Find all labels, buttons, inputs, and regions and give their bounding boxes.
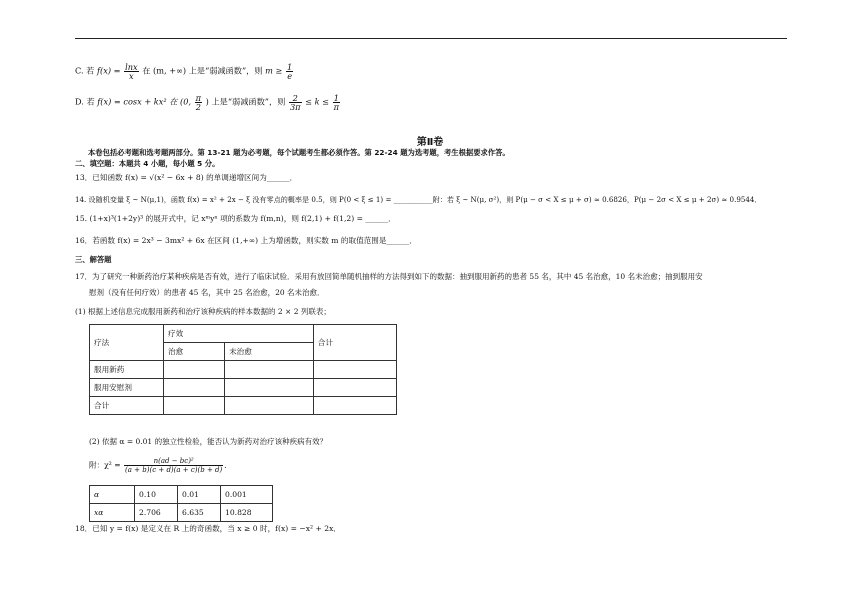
critical-value-table [89,485,273,522]
table-cell: 6.635 [178,504,221,522]
table-cell [225,361,314,379]
question-14: 14. 设随机变量 ξ ~ N(μ,1)，函数 f(x) = x² + 2x − ξ 没有零点的概率是 0.5，则 P(0 < ξ ≤ 1) = ___________附：若 ξ ~ N(μ, σ²)，则 P(μ − σ < X ≤ μ + σ) ≈ 0.6826，P(μ − 2σ < X ≤ μ + 2σ) ≈ 0.9544． [75,195,762,204]
row-label: 服用安慰剂 [90,379,164,397]
option-d-upper-fraction [333,94,340,111]
table-row [90,397,397,415]
option-c-mid: 在 [142,65,151,76]
top-rule [75,38,787,39]
question-13: 13．已知函数 f(x) = √(x² − 6x + 8) 的单调递增区间为______． [75,173,298,182]
option-c-result-fraction [286,63,293,80]
question-18: 18．已知 y = f(x) 是定义在 R 上的奇函数，当 x ≥ 0 时，f(x) = −x² + 2x． [75,524,341,533]
alpha-header: α [90,486,135,504]
table-cell: 0.001 [221,486,273,504]
chi-square-fraction [124,457,223,474]
option-d-mid: ) 上是“弱减函数”，则 [205,96,286,107]
table-cell: 2.706 [135,504,178,522]
question-17-line1: 17．为了研究一种新药治疗某种疾病是否有效，进行了临床试验．采用有放回简单随机抽样的方法得到如下的数据：抽到服用新药的患者 55 名，其中 45 名治愈，10 名未治愈；抽到服用安 [75,272,703,281]
appendix-formula: 附：χ² = $\frac{\text{n(ad − bc)²}}{(a + b)(c + d)(a + c)(b + d)}$ ． [89,457,232,474]
part2-heading: 二、填空题：本题共 4 小题，每小题 5 分。 [75,159,220,168]
contingency-table [89,324,397,415]
part3-heading: 三、解答题 [75,255,112,264]
fraction-denominator: 3π [289,102,301,112]
option-d-func: f(x) = cosx + kx² 在 (0, [97,96,192,107]
table-row [90,504,273,522]
fraction-numerator: lnx [125,62,138,72]
fraction-numerator: 2 [289,94,302,103]
table-row [90,361,397,379]
option-d-relation: ≤ k ≤ [305,96,330,107]
option-d [75,94,341,111]
table-cell [313,379,396,397]
fraction-denominator: 2 [195,102,201,112]
option-c-suffix: 上是“弱减函数”，则 [188,65,263,76]
table-cell: 10.828 [221,504,273,522]
section-notice: 本卷包括必考题和选考题两部分。第 13-21 题为必考题，每个试题考生都必须作答。第 22-24 题为选考题，考生根据要求作答。 [88,148,510,157]
header-cured: 治愈 [163,343,224,361]
question-15: 15. (1+x)³(1+2y)³ 的展开式中，记 xᵐyⁿ 项的系数为 f(m,n)，则 f(2,1) + f(1,2) = ______． [75,214,396,223]
table-cell [313,361,396,379]
header-total: 合计 [313,325,396,361]
appendix-label: 附：χ² = [89,460,121,470]
header-treatment: 疗法 [90,325,164,361]
header-not-cured: 未治愈 [225,343,314,361]
option-d-interval-fraction [195,94,202,111]
option-c-result: m ≥ [265,65,283,76]
option-c-interval: (m, +∞) [153,65,187,76]
table-cell [163,361,224,379]
fraction-numerator: 1 [333,93,339,103]
question-17-part2: (2) 依据 α = 0.01 的独立性检验，能否认为新药对治疗该种疾病有效？ [89,437,328,446]
header-efficacy: 疗效 [163,325,313,343]
option-d-lower-fraction [289,94,302,111]
question-17-line2: 慰剂（没有任何疗效）的患者 45 名，其中 25 名治愈，20 名未治愈． [89,288,325,297]
option-c [75,63,294,80]
table-cell: 0.10 [135,486,178,504]
x-alpha-header: xα [90,504,135,522]
option-c-func: f(x) = [96,65,121,76]
table-cell [163,397,224,415]
fraction-numerator: π [195,93,202,103]
question-17-part1: (1) 根据上述信息完成服用新药和治疗该种疾病的样本数据的 2 × 2 列联表； [75,307,331,316]
fraction-numerator: n(ad − bc)² [124,457,223,466]
fraction-denominator: e [287,71,293,81]
fraction-denominator: x [129,71,134,81]
fraction-denominator: (a + b)(c + d)(a + c)(b + d) [125,466,223,474]
row-label: 服用新药 [90,361,164,379]
table-cell [225,379,314,397]
table-cell [313,397,396,415]
fraction-numerator: 1 [287,62,293,72]
table-cell [225,397,314,415]
row-label: 合计 [90,397,164,415]
table-row [90,486,273,504]
table-cell: 0.01 [178,486,221,504]
fraction-denominator: π [333,102,340,112]
table-row [90,379,397,397]
option-c-fraction [124,63,139,80]
option-d-prefix: D. 若 [75,96,95,107]
option-c-prefix: C. 若 [75,65,95,76]
table-cell [163,379,224,397]
section-title: 第Ⅱ卷 [416,137,444,148]
question-16: 16．若函数 f(x) = 2x³ − 3mx² + 6x 在区间 (1,+∞) 上为增函数，则实数 m 的取值范围是______． [75,236,417,245]
